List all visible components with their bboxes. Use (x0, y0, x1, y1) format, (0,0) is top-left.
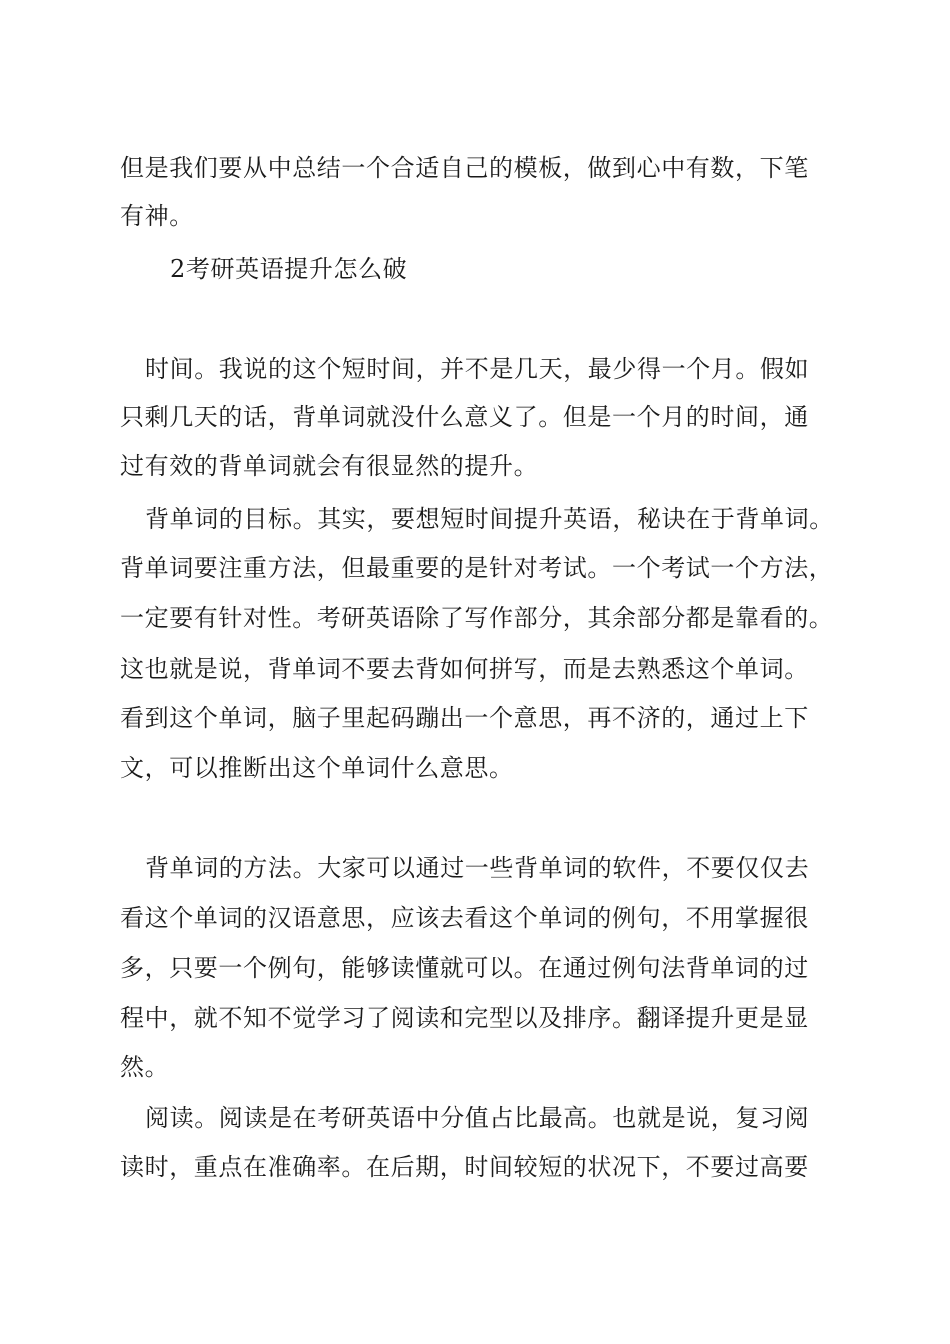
intro-tail-line-2: 有神。 (120, 202, 194, 230)
time-line-1: 时间。我说的这个短时间，并不是几天，最少得一个月。假如 (145, 355, 810, 383)
goal-line-4: 这也就是说，背单词不要去背如何拼写，而是去熟悉这个单词。 (120, 655, 809, 683)
method-line-4: 程中，就不知不觉学习了阅读和完型以及排序。翻译提升更是显 (120, 1004, 809, 1032)
method-line-3: 多，只要一个例句，能够读懂就可以。在通过例句法背单词的过 (120, 954, 809, 982)
reading-line-2: 读时，重点在准确率。在后期，时间较短的状况下，不要过高要 (120, 1153, 809, 1181)
time-line-2: 只剩几天的话，背单词就没什么意义了。但是一个月的时间，通 (120, 403, 809, 431)
section-heading: 2考研英语提升怎么破 (170, 255, 408, 283)
goal-line-6: 文，可以推断出这个单词什么意思。 (120, 754, 514, 782)
goal-line-5: 看到这个单词，脑子里起码蹦出一个意思，再不济的，通过上下 (120, 704, 809, 732)
goal-line-2: 背单词要注重方法，但最重要的是针对考试。一个考试一个方法， (120, 554, 834, 582)
reading-line-1: 阅读。阅读是在考研英语中分值占比最高。也就是说，复习阅 (145, 1104, 810, 1132)
method-line-2: 看这个单词的汉语意思，应该去看这个单词的例句，不用掌握很 (120, 904, 809, 932)
goal-line-1: 背单词的目标。其实，要想短时间提升英语，秘诀在于背单词。 (145, 505, 834, 533)
intro-tail-line-1: 但是我们要从中总结一个合适自己的模板，做到心中有数，下笔 (120, 154, 809, 182)
method-line-1: 背单词的方法。大家可以通过一些背单词的软件，不要仅仅去 (145, 854, 810, 882)
goal-line-3: 一定要有针对性。考研英语除了写作部分，其余部分都是靠看的。 (120, 604, 834, 632)
method-line-5: 然。 (120, 1053, 170, 1081)
time-line-3: 过有效的背单词就会有很显然的提升。 (120, 452, 539, 480)
